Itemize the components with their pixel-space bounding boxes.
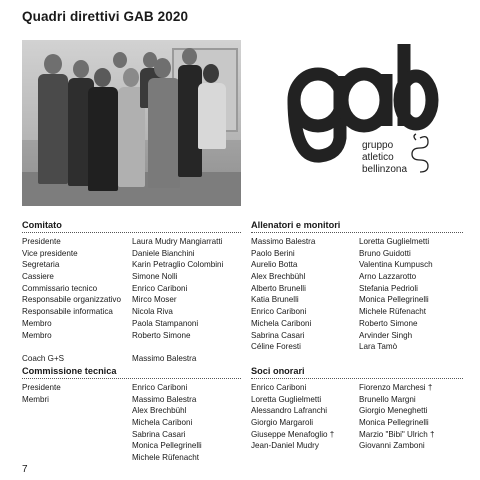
socio-name: Fiorenzo Marchesi † bbox=[359, 383, 433, 392]
allenatore-name: Lara Tamò bbox=[359, 342, 398, 352]
serpent-icon bbox=[412, 134, 428, 172]
comitato-name: Karin Petraglio Colombini bbox=[132, 260, 224, 270]
comitato-name bbox=[132, 341, 223, 353]
socio-name: Marzio "Bibi" Ulrich † bbox=[359, 429, 435, 439]
comitato-role: Responsabile informatica bbox=[22, 307, 113, 317]
allenatore-name: Arvinder Singh bbox=[359, 330, 413, 340]
comitato-role: Membro bbox=[22, 330, 52, 340]
logo-line-3: bellinzona bbox=[362, 164, 408, 175]
comitato-name: Simone Nolli bbox=[132, 272, 178, 282]
comitato-role: Vice presidente bbox=[22, 248, 78, 258]
comitato-names bbox=[132, 236, 223, 365]
allenatore-name: Aurelio Botta bbox=[251, 260, 298, 270]
allenatore-name: Stefania Pedrioli bbox=[359, 283, 418, 293]
socio-name: Giorgio Meneghetti bbox=[359, 406, 428, 416]
commissione-name: Monica Pellegrinelli bbox=[132, 441, 202, 451]
allenatore-name: Monica Pellegrinelli bbox=[359, 295, 429, 305]
comitato-role: Responsabile organizzativo bbox=[22, 295, 121, 305]
comitato-name: Roberto Simone bbox=[132, 330, 191, 340]
comitato-role: Cassiere bbox=[22, 272, 54, 282]
allenatore-name: Alberto Brunelli bbox=[251, 283, 306, 293]
socio-name: Monica Pellegrinelli bbox=[359, 418, 429, 428]
socio-name: Giovanni Zamboni bbox=[359, 441, 425, 451]
logo-line-2: atletico bbox=[362, 152, 394, 163]
commissione-name: Michele Rüfenacht bbox=[132, 453, 200, 463]
allenatori-col1 bbox=[251, 236, 315, 353]
socio-name: Alessandro Lafranchi bbox=[251, 406, 328, 416]
allenatori-col2 bbox=[359, 236, 433, 353]
commissione-role: Presidente bbox=[22, 383, 61, 392]
allenatore-name: Céline Foresti bbox=[251, 342, 301, 352]
socio-name: Enrico Cariboni bbox=[251, 383, 307, 392]
comitato-name: Daniele Bianchini bbox=[132, 248, 195, 258]
allenatore-name: Paolo Berini bbox=[251, 248, 295, 258]
comitato-role: Coach G+S bbox=[22, 353, 65, 363]
comitato-name: Massimo Balestra bbox=[132, 353, 197, 363]
allenatore-name: Valentina Kumpusch bbox=[359, 260, 433, 270]
socio-name: Brunello Margni bbox=[359, 394, 416, 404]
comitato-role: Commissario tecnico bbox=[22, 283, 98, 293]
comitato-name: Enrico Cariboni bbox=[132, 283, 188, 293]
allenatore-name: Michela Cariboni bbox=[251, 318, 312, 328]
comitato-name: Paola Stampanoni bbox=[132, 318, 199, 328]
commissione-name: Michela Cariboni bbox=[132, 418, 193, 428]
soci-heading: Soci onorari bbox=[251, 366, 463, 379]
allenatore-name: Katia Brunelli bbox=[251, 295, 299, 305]
page-title: Quadri direttivi GAB 2020 bbox=[22, 9, 189, 24]
comitato-role: Membro bbox=[22, 318, 52, 328]
commissione-name: Alex Brechbühl bbox=[132, 406, 187, 416]
commissione-name: Enrico Cariboni bbox=[132, 383, 188, 392]
allenatore-name: Loretta Guglielmetti bbox=[359, 237, 430, 246]
commissione-name: Sabrina Casari bbox=[132, 429, 186, 439]
socio-name: Jean-Daniel Mudry bbox=[251, 441, 319, 451]
logo-line-1: gruppo bbox=[362, 140, 394, 151]
comitato-heading: Comitato bbox=[22, 220, 241, 233]
allenatori-heading: Allenatori e monitori bbox=[251, 220, 463, 233]
comitato-roles bbox=[22, 236, 121, 365]
comitato-role: Segretaria bbox=[22, 260, 60, 270]
commissione-names bbox=[132, 382, 202, 464]
socio-name: Loretta Guglielmetti bbox=[251, 394, 322, 404]
allenatore-name: Massimo Balestra bbox=[251, 237, 316, 246]
allenatore-name: Arno Lazzarotto bbox=[359, 272, 417, 282]
soci-col2 bbox=[359, 382, 434, 452]
page-number: 7 bbox=[22, 464, 28, 475]
commissione-role: Membri bbox=[22, 394, 49, 404]
allenatore-name: Michele Rüfenacht bbox=[359, 307, 427, 317]
comitato-role bbox=[22, 341, 121, 353]
comitato-name: Laura Mudry Mangiarratti bbox=[132, 237, 223, 246]
allenatore-name: Enrico Cariboni bbox=[251, 307, 307, 317]
allenatore-name: Bruno Guidotti bbox=[359, 248, 411, 258]
socio-name: Giorgio Margaroli bbox=[251, 418, 314, 428]
socio-name: Giuseppe Menafoglio † bbox=[251, 429, 335, 439]
commissione-name: Massimo Balestra bbox=[132, 394, 197, 404]
allenatore-name: Sabrina Casari bbox=[251, 330, 305, 340]
gab-logo bbox=[280, 38, 440, 188]
group-photo bbox=[22, 40, 241, 206]
allenatore-name: Alex Brechbühl bbox=[251, 272, 306, 282]
allenatore-name: Roberto Simone bbox=[359, 318, 418, 328]
commissione-roles bbox=[22, 382, 61, 405]
soci-col1 bbox=[251, 382, 334, 452]
comitato-name: Nicola Riva bbox=[132, 307, 173, 317]
commissione-heading: Commissione tecnica bbox=[22, 366, 241, 379]
comitato-name: Mirco Moser bbox=[132, 295, 177, 305]
comitato-role: Presidente bbox=[22, 237, 61, 246]
